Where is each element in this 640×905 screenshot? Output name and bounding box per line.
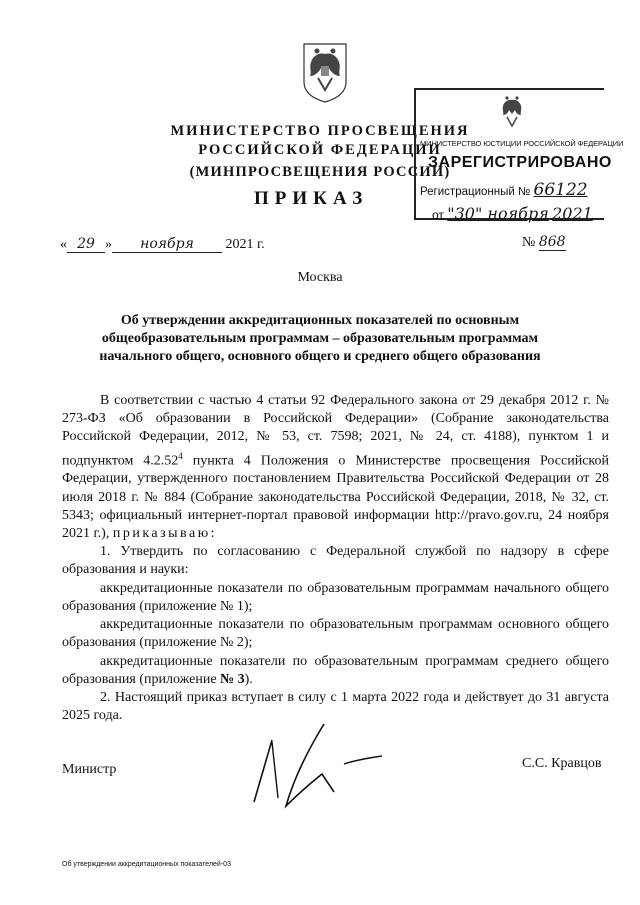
preamble: [62, 392, 609, 543]
preamble-end: пункта 4 Положения о Министерстве просвещения Российской Федерации, утвержденного постановлением Правительства Российской Федерации от 28 июля 2018 г. № 884 (Собрание законодательства Российской Федерации, 2018, № 32, ст. 5343; официальный интернет-портал правовой информации http://pravo.gov.ru, 24 ноября 2021 г.),: [62, 453, 609, 542]
stamp-date-handwritten: "30" ноября: [447, 204, 549, 223]
item-2: 2. Настоящий приказ вступает в силу с 1 марта 2022 года и действует до 31 августа 2025 года.: [62, 689, 609, 724]
order-number-value: 868: [538, 234, 566, 250]
date-day: 29: [67, 236, 105, 253]
order-date: [60, 236, 265, 253]
stamp-reg-number: 66122: [533, 180, 588, 200]
coat-of-arms-icon: [300, 42, 350, 104]
stamp-status: ЗАРЕГИСТРИРОВАНО: [428, 154, 612, 171]
footer-filename: Об утверждении аккредитационных показателей-03: [62, 861, 231, 868]
stamp-date-line: [432, 204, 593, 223]
stamp-reg-label: Регистрационный №: [420, 186, 531, 198]
preamble-start: В соответствии с частью 4 статьи 92 Федерального закона от 29 декабря 2012 г. № 273-ФЗ «Об образовании в Российской Федерации» (Собрание законодательства Российской Федерации, 2012, № 53, ст. 7598; 2021, № 24, ст. 4188), пунктом 1 и подпунктом 4.2.52: [62, 393, 609, 469]
ministry-name-line1: МИНИСТЕРСТВО ПРОСВЕЩЕНИЯ: [170, 123, 470, 139]
item-1c: [62, 653, 609, 689]
item-1c-text: аккредитационные показатели по образовательным программам среднего общего образования (приложение: [62, 653, 609, 687]
item-1a: аккредитационные показатели по образовательным программам начального общего образования (приложение № 1);: [62, 580, 609, 614]
signature-icon: [250, 720, 400, 820]
date-close-quote: »: [105, 237, 112, 252]
order-body: [62, 392, 609, 725]
date-year: 2021 г.: [225, 237, 265, 252]
order-word: приказываю:: [112, 526, 218, 542]
item-1b: аккредитационные показатели по образовательным программам основного общего образования (приложение № 2);: [62, 617, 609, 651]
stamp-emblem-icon: [497, 94, 527, 130]
document-type-title: ПРИКАЗ: [254, 188, 369, 209]
item-1c-end: ).: [244, 671, 253, 687]
ministry-abbreviation: (МИНПРОСВЕЩЕНИЯ РОССИИ): [189, 164, 451, 180]
preamble-superscript: 4: [178, 450, 183, 461]
stamp-date-year: 2021: [552, 204, 593, 223]
stamp-organization: МИНИСТЕРСТВО ЮСТИЦИИ РОССИЙСКОЙ ФЕДЕРАЦИИ: [420, 139, 624, 148]
order-subject: Об утверждении аккредитационных показателей по основным общеобразовательным программам – образовательным программам начального общего, основного общего и среднего общего образования: [99, 313, 541, 364]
order-number-label: №: [522, 235, 536, 250]
item-1: 1. Утвердить по согласованию с Федеральной службой по надзору в сфере образования и науки:: [62, 544, 609, 578]
signer-position: Министр: [62, 762, 117, 777]
date-month: ноября: [112, 236, 222, 253]
signer-name: С.С. Кравцов: [522, 756, 602, 771]
item-1c-appendix: № 3: [220, 671, 245, 687]
order-number: [522, 234, 566, 251]
city: Москва: [297, 270, 343, 285]
stamp-date-prefix: от: [432, 208, 444, 222]
stamp-registration-line: [420, 180, 588, 200]
date-open-quote: «: [60, 237, 67, 252]
ministry-name-line2: РОССИЙСКОЙ ФЕДЕРАЦИИ: [198, 142, 442, 158]
